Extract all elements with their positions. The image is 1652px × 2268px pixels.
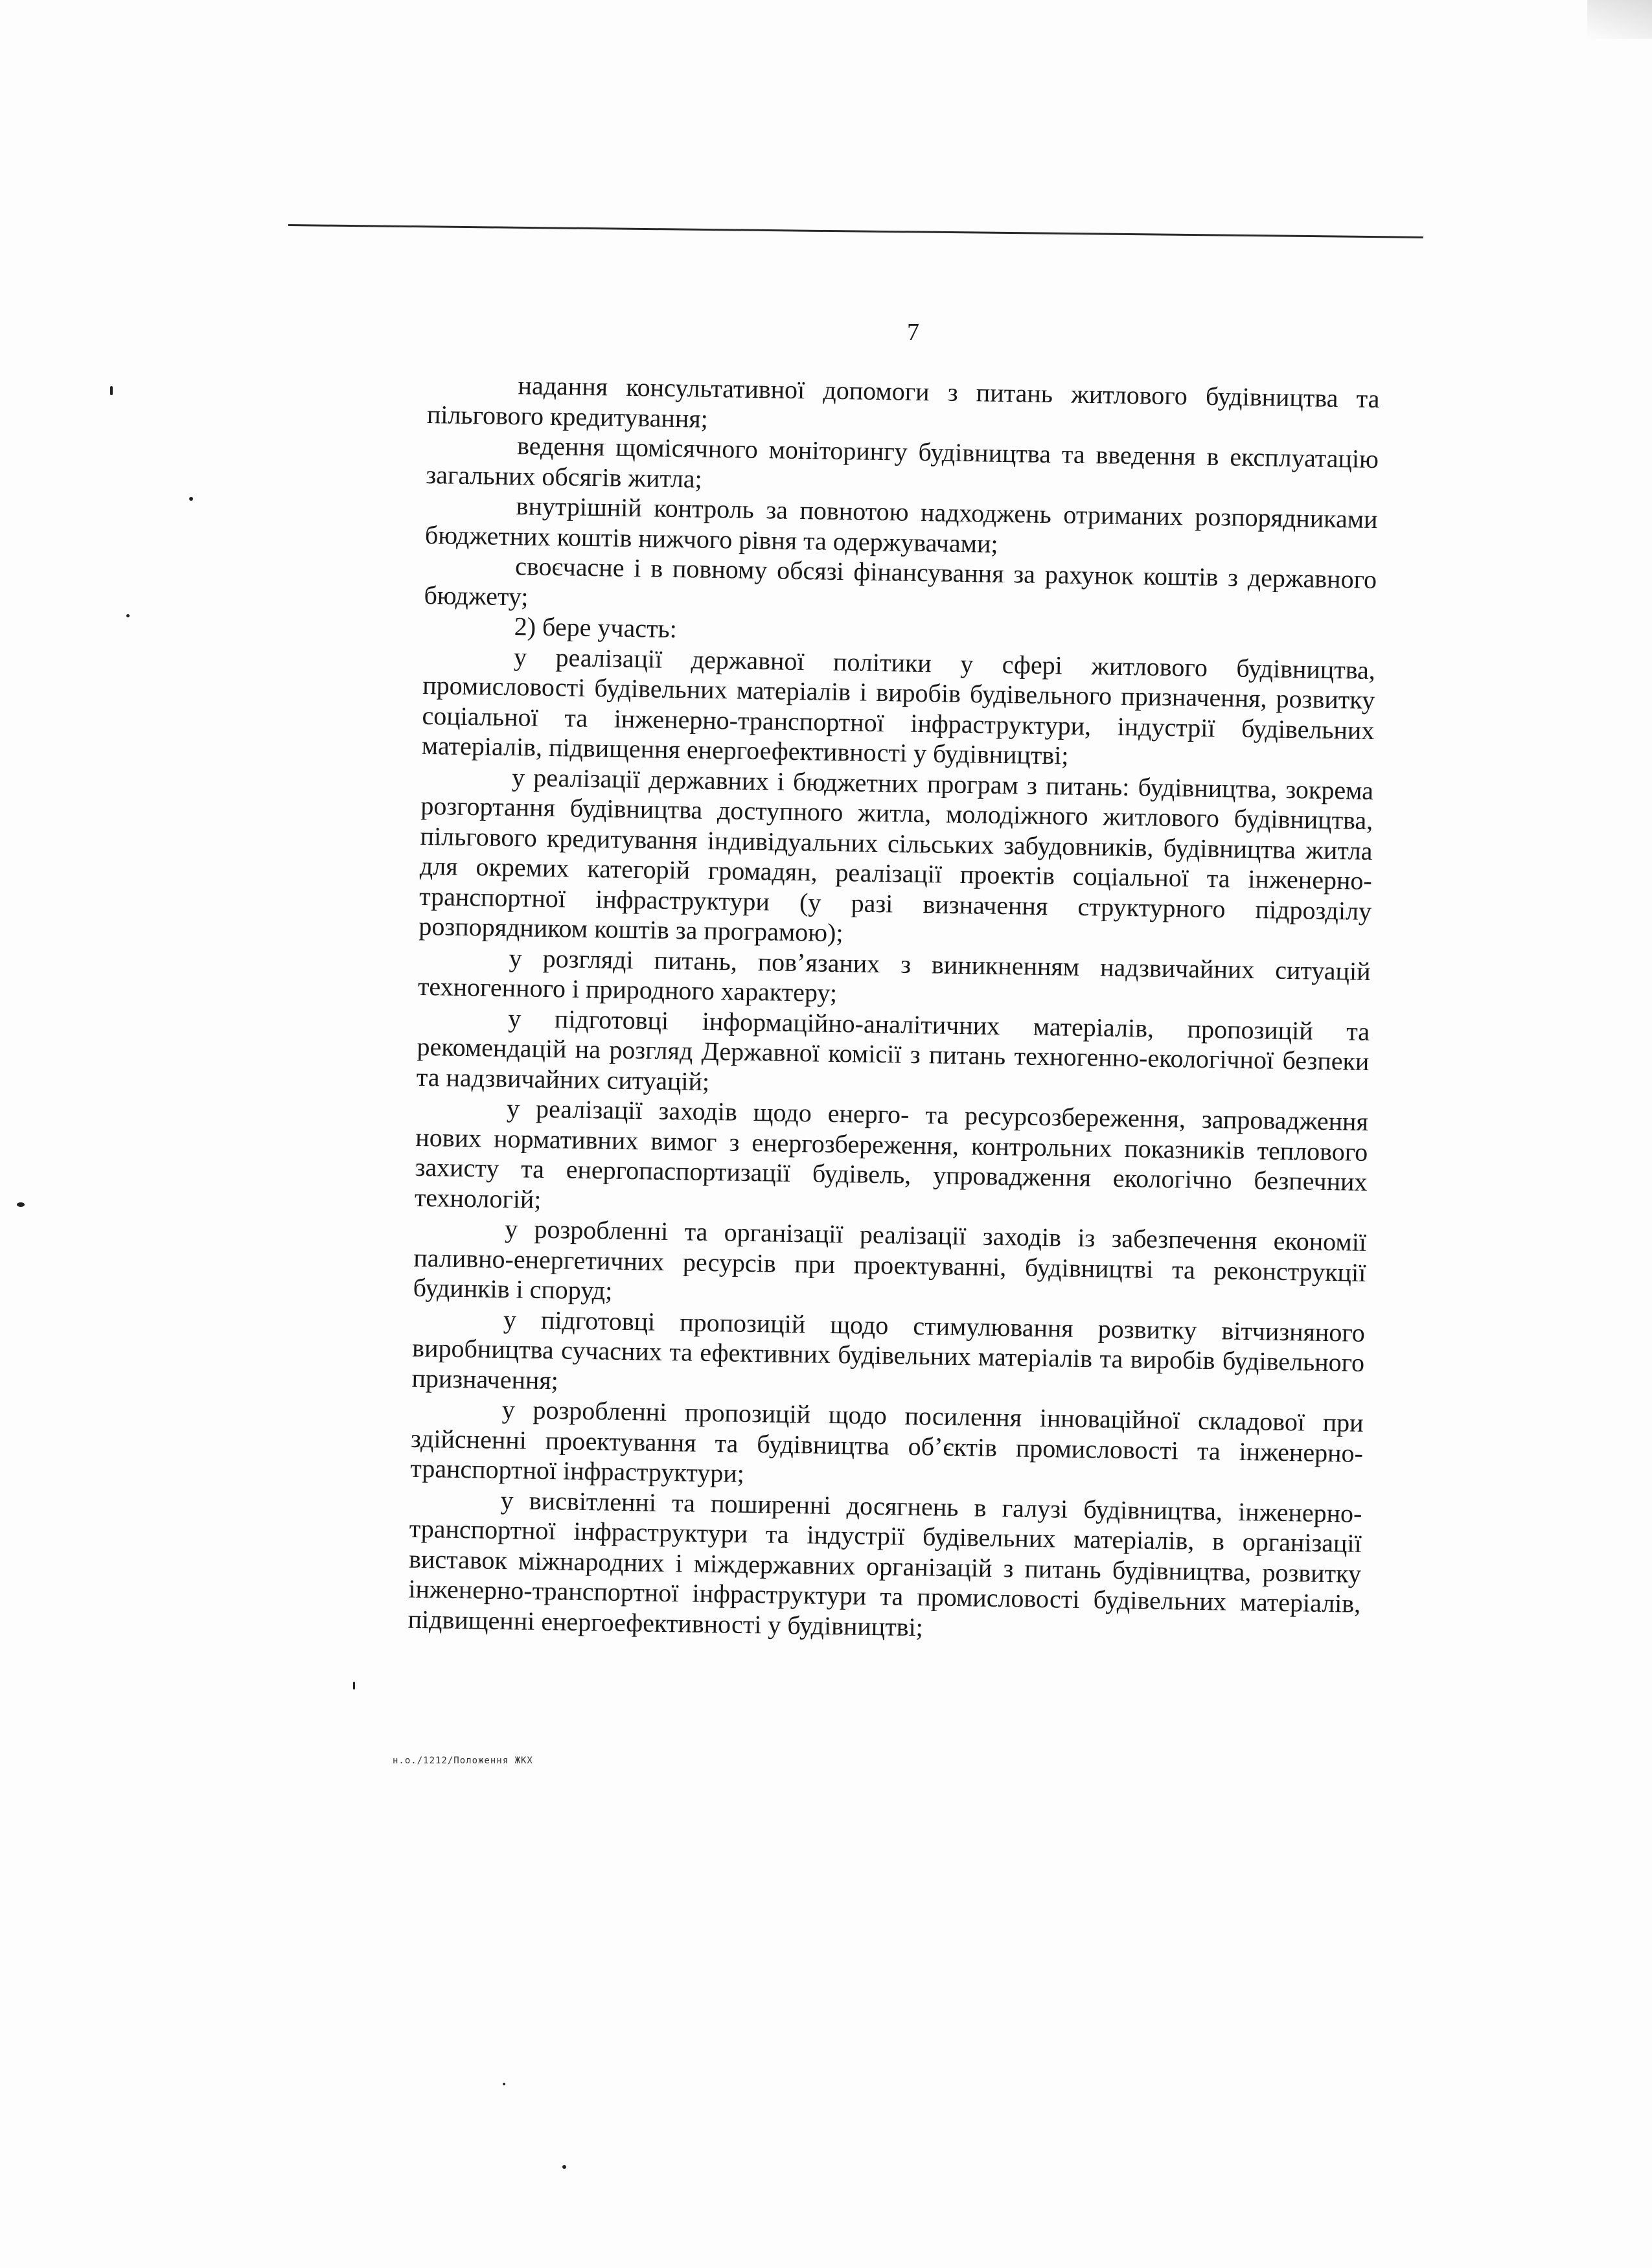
paragraph: у розробленні пропозицій щодо посилення інноваційної складової при здійсненні проектування та будівництва об’єктів промисловості та інженерно-транспортної інфраструктури;	[409, 1395, 1364, 1488]
scan-corner-smudge	[1587, 0, 1652, 39]
paragraph: у реалізації державних і бюджетних програм з питань: будівництва, зокрема розгортання будівництва доступного житла, молодіжного житлового будівництва, пільгового кредитування індивідуальних сільських забудовників, будівництва житла для окремих категорій громадян, реалізації проектів соціальної та інженерно-транспортної інфраструктури (у разі визначення структурного підрозділу розпорядником коштів за програмою);	[419, 762, 1374, 948]
scan-speck	[189, 497, 193, 501]
paragraph: надання консультативної допомоги з питань житлового будівництва та пільгового кредитування;	[426, 371, 1380, 433]
paragraph: у реалізації державної політики у сфері житлового будівництва, промисловості будівельних матеріалів і виробів будівельного призначення, розвитку соціальної та інженерно-транспортної інфраструктури, індустрії будівельних матеріалів, підвищення енергоефективності у будівництві;	[421, 641, 1376, 770]
paragraph: 2) бере участь:	[514, 612, 678, 644]
top-rule-line	[288, 224, 1423, 238]
scan-speck	[17, 1202, 25, 1207]
paragraph: у реалізації заходів щодо енерго- та ресурсозбереження, запровадження нових нормативних вимог з енергозбереження, контрольних показників теплового захисту та енергопаспортизації будівель, упровадження екологічно безпечних технологій;	[414, 1094, 1369, 1214]
paragraph: у підготовці інформаційно-аналітичних матеріалів, пропозицій та рекомендацій на розгляд Державної комісії з питань техногенно-екологічної безпеки та надзвичайних ситуацій;	[416, 1003, 1370, 1096]
scan-speck	[110, 386, 113, 395]
scan-speck	[353, 1682, 355, 1690]
paragraph: у розгляді питань, пов’язаних з виникненням надзвичайних ситуацій техногенного і природного характеру;	[417, 943, 1371, 1008]
paragraph: у розробленні та організації реалізації заходів із забезпечення економії паливно-енергетичних ресурсів при проектуванні, будівництві та реконструкції будинків і споруд;	[413, 1214, 1367, 1305]
page-number: 7	[907, 319, 919, 346]
paragraph: у висвітленні та поширенні досягнень в галузі будівництва, інженерно-транспортної інфраструктури та індустрії будівельних матеріалів, в організації виставок міжнародних і міждержавних організацій з питань будівництва, розвитку інженерно-транспортної інфраструктури та промисловості будівельних матеріалів, підвищенні енергоефективності у будівництві;	[407, 1485, 1362, 1642]
scan-speck	[562, 2165, 566, 2169]
body-text	[407, 369, 1379, 1649]
footer-file-reference: н.о./1212/Положення ЖКХ	[393, 1756, 533, 1766]
paragraph: ведення щомісячного моніторингу будівництва та введення в експлуатацію загальних обсягів житла;	[426, 431, 1379, 494]
scan-speck	[503, 2083, 505, 2085]
scan-speck	[126, 614, 130, 617]
paragraph: своєчасне і в повному обсязі фінансування за рахунок коштів з державного бюджету;	[424, 551, 1377, 611]
paragraph: внутрішній контроль за повнотою надходжень отриманих розпорядниками бюджетних коштів нижчого рівня та одержувачами;	[424, 491, 1378, 558]
paragraph: у підготовці пропозицій щодо стимулювання розвитку вітчизняного виробництва сучасних та ефективних будівельних матеріалів та виробів будівельного призначення;	[411, 1304, 1366, 1395]
